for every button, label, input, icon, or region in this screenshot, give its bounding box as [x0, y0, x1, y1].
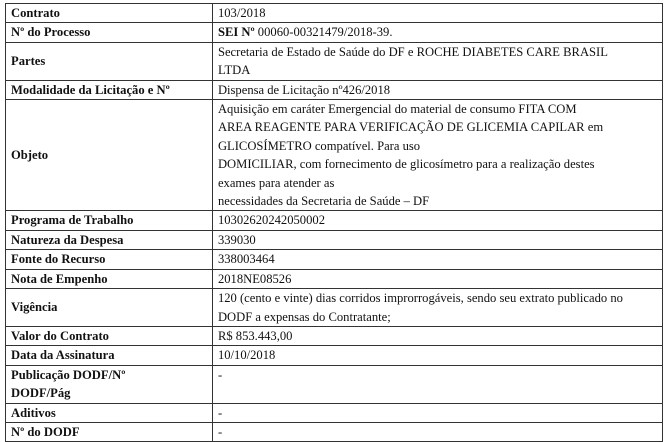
label-numero-dodf: Nº do DODF	[6, 422, 213, 441]
row-data-assinatura	[6, 346, 663, 365]
label-numero-processo: Nº do Processo	[6, 23, 213, 42]
objeto-line: DOMICILIAR, com fornecimento de glicosímetro para a realização destes	[217, 157, 595, 172]
row-programa-trabalho	[6, 211, 663, 230]
row-aditivos	[6, 403, 663, 422]
label-vigencia: Vigência	[6, 289, 213, 327]
row-fonte-recurso	[6, 250, 663, 269]
publicacao-label-line: DODF/Pág	[11, 386, 71, 401]
label-natureza-despesa: Natureza da Despesa	[6, 230, 213, 249]
row-modalidade	[6, 80, 663, 99]
value-natureza-despesa: 339030	[212, 230, 662, 249]
label-programa-trabalho: Programa de Trabalho	[6, 211, 213, 230]
label-aditivos: Aditivos	[6, 403, 213, 422]
objeto-line: necessidades da Secretaria de Saúde – DF	[217, 194, 430, 209]
partes-line: LTDA	[217, 63, 251, 78]
label-data-assinatura: Data da Assinatura	[6, 346, 213, 365]
label-nota-empenho: Nota de Empenho	[6, 269, 213, 288]
value-publicacao-dodf: -	[212, 365, 662, 403]
row-numero-dodf	[6, 422, 663, 441]
value-modalidade: Dispensa de Licitação nº426/2018	[212, 80, 662, 99]
label-contrato: Contrato	[6, 4, 213, 23]
vigencia-line: 120 (cento e vinte) dias corridos improrrogáveis, sendo seu extrato publicado no	[217, 291, 623, 306]
partes-line: Secretaria de Estado de Saúde do DF e ROCHE DIABETES CARE BRASIL	[217, 44, 608, 59]
label-valor-contrato: Valor do Contrato	[6, 326, 213, 345]
publicacao-label-line: Publicação DODF/Nº	[11, 367, 126, 382]
value-programa-trabalho: 10302620242050002	[212, 211, 662, 230]
value-aditivos: -	[212, 403, 662, 422]
row-vigencia	[6, 289, 663, 327]
value-partes	[212, 42, 662, 80]
label-partes: Partes	[6, 42, 213, 80]
process-number: 00060-00321479/2018-39.	[254, 25, 393, 40]
value-numero-processo	[212, 23, 662, 42]
row-publicacao-dodf	[6, 365, 663, 403]
row-valor-contrato	[6, 326, 663, 345]
objeto-line: GLICOSÍMETRO compatível. Para uso	[217, 138, 421, 153]
value-numero-dodf: -	[212, 422, 662, 441]
row-natureza-despesa	[6, 230, 663, 249]
row-nota-empenho	[6, 269, 663, 288]
vigencia-line: DODF a expensas do Contratante;	[217, 309, 391, 324]
value-fonte-recurso: 338003464	[212, 250, 662, 269]
objeto-line: AREA REAGENTE PARA VERIFICAÇÃO DE GLICEMIA CAPILAR em	[217, 120, 604, 135]
value-valor-contrato: R$ 853.443,00	[212, 326, 662, 345]
row-numero-processo	[6, 23, 663, 42]
label-objeto: Objeto	[6, 100, 213, 211]
label-publicacao-dodf	[6, 365, 213, 403]
value-contrato: 103/2018	[212, 4, 662, 23]
value-data-assinatura: 10/10/2018	[212, 346, 662, 365]
label-fonte-recurso: Fonte do Recurso	[6, 250, 213, 269]
sei-prefix: SEI Nº	[217, 25, 255, 40]
row-contrato	[6, 4, 663, 23]
value-nota-empenho: 2018NE08526	[212, 269, 662, 288]
value-vigencia	[212, 289, 662, 327]
value-objeto	[212, 100, 662, 211]
objeto-line: Aquisição em caráter Emergencial do material de consumo FITA COM	[217, 102, 577, 117]
objeto-line: exames para atender as	[217, 175, 335, 190]
row-partes	[6, 42, 663, 80]
contract-summary-table	[5, 3, 663, 442]
label-modalidade: Modalidade da Licitação e Nº	[6, 80, 213, 99]
row-objeto	[6, 100, 663, 211]
